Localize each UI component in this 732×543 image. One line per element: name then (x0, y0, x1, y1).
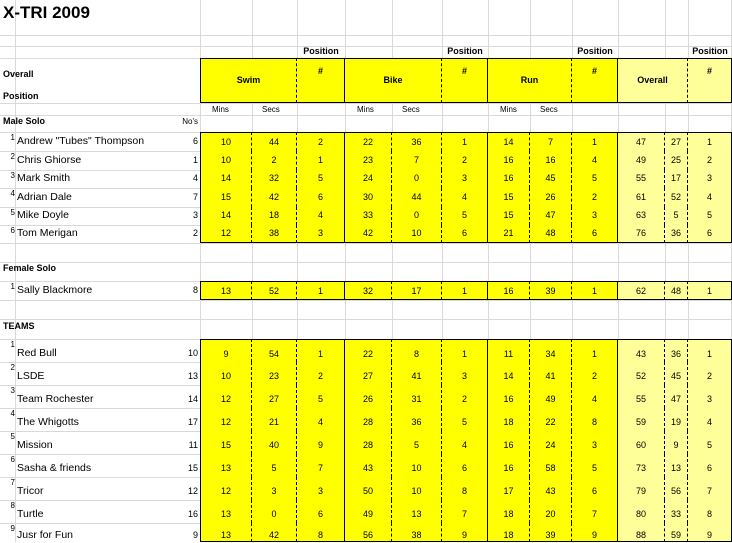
swim-secs-label: Secs (262, 105, 280, 114)
swim-mins-cell: 13 (200, 523, 252, 542)
bike-secs-cell: 36 (392, 132, 442, 151)
bike-secs-cell: 13 (392, 500, 442, 523)
bike-mins-cell: 24 (345, 170, 392, 188)
header-swim: Swim (200, 58, 297, 103)
run-mins-cell: 11 (488, 339, 530, 362)
overall-mins-cell: 43 (618, 339, 665, 362)
overall-secs-cell: 36 (665, 339, 688, 362)
overall-position-cell: 5 (688, 431, 732, 454)
grid-line (0, 262, 732, 263)
run-mins-cell: 18 (488, 523, 530, 542)
race-number: 2 (192, 228, 198, 238)
bike-position-cell: 2 (442, 151, 488, 170)
swim-secs-cell: 52 (252, 281, 297, 300)
overall-position-cell: 1 (688, 132, 732, 151)
participant-name: Sasha & friends (17, 462, 92, 474)
grid-line (0, 300, 732, 301)
participant-name: Mark Smith (17, 172, 71, 184)
run-secs-cell: 7 (530, 132, 572, 151)
run-secs-cell: 48 (530, 225, 572, 243)
overall-position-cell: 6 (688, 225, 732, 243)
overall-mins-cell: 60 (618, 431, 665, 454)
run-secs-cell: 22 (530, 408, 572, 431)
swim-position-cell: 6 (297, 500, 345, 523)
run-position-cell: 1 (572, 339, 618, 362)
position-label-overall: Position (692, 46, 728, 56)
participant-name: Adrian Dale (17, 191, 72, 203)
rank-number: 5 (10, 432, 15, 441)
bike-secs-cell: 31 (392, 385, 442, 408)
rank-number: 5 (10, 208, 15, 217)
swim-mins-cell: 13 (200, 454, 252, 477)
swim-position-cell: 9 (297, 431, 345, 454)
bike-secs-cell: 10 (392, 477, 442, 500)
grid-line (0, 35, 732, 36)
swim-secs-cell: 21 (252, 408, 297, 431)
header-overall-position: # (688, 58, 732, 103)
rank-number: 1 (10, 282, 15, 291)
swim-secs-cell: 27 (252, 385, 297, 408)
participant-name: Chris Ghiorse (17, 154, 82, 166)
participant-name: Jusr for Fun (17, 529, 74, 541)
race-number: 1 (192, 155, 198, 165)
swim-secs-cell: 42 (252, 523, 297, 542)
run-mins-label: Mins (500, 105, 517, 114)
run-position-cell: 1 (572, 132, 618, 151)
swim-secs-cell: 42 (252, 188, 297, 207)
bike-mins-cell: 43 (345, 454, 392, 477)
swim-position-cell: 6 (297, 188, 345, 207)
race-number: 14 (187, 394, 198, 404)
participant-name: Sally Blackmore (17, 284, 93, 296)
bike-mins-cell: 32 (345, 281, 392, 300)
swim-mins-cell: 10 (200, 132, 252, 151)
overall-mins-cell: 73 (618, 454, 665, 477)
overall-secs-cell: 13 (665, 454, 688, 477)
bike-secs-cell: 36 (392, 408, 442, 431)
participant-name: Tricor (17, 485, 44, 497)
rank-number: 6 (10, 226, 15, 235)
race-number: 15 (187, 463, 198, 473)
swim-secs-cell: 40 (252, 431, 297, 454)
overall-mins-cell: 55 (618, 385, 665, 408)
run-mins-cell: 16 (488, 151, 530, 170)
overall-mins-cell: 52 (618, 362, 665, 385)
run-secs-cell: 41 (530, 362, 572, 385)
rank-number: 9 (10, 524, 15, 533)
swim-mins-cell: 12 (200, 408, 252, 431)
run-position-cell: 4 (572, 385, 618, 408)
run-position-cell: 5 (572, 454, 618, 477)
bike-position-cell: 2 (442, 385, 488, 408)
race-number: 9 (192, 530, 198, 540)
swim-mins-cell: 12 (200, 385, 252, 408)
bike-secs-cell: 0 (392, 207, 442, 225)
section-label: TEAMS (3, 321, 35, 331)
swim-position-cell: 1 (297, 281, 345, 300)
run-mins-cell: 16 (488, 281, 530, 300)
run-mins-cell: 16 (488, 385, 530, 408)
swim-secs-cell: 3 (252, 477, 297, 500)
bike-secs-cell: 5 (392, 431, 442, 454)
race-number: 16 (187, 509, 198, 519)
bike-position-cell: 3 (442, 170, 488, 188)
race-number: 10 (187, 348, 198, 358)
overall-secs-cell: 25 (665, 151, 688, 170)
bike-position-cell: 4 (442, 431, 488, 454)
overall-position-cell: 3 (688, 170, 732, 188)
bike-position-cell: 8 (442, 477, 488, 500)
run-mins-cell: 18 (488, 500, 530, 523)
run-position-cell: 5 (572, 170, 618, 188)
overall-mins-cell: 49 (618, 151, 665, 170)
run-secs-cell: 43 (530, 477, 572, 500)
overall-secs-cell: 56 (665, 477, 688, 500)
swim-secs-cell: 38 (252, 225, 297, 243)
section-label: Female Solo (3, 263, 57, 273)
run-position-cell: 6 (572, 225, 618, 243)
overall-position-cell: 4 (688, 188, 732, 207)
race-number: 3 (192, 210, 198, 220)
swim-secs-cell: 18 (252, 207, 297, 225)
swim-secs-cell: 0 (252, 500, 297, 523)
swim-mins-cell: 15 (200, 188, 252, 207)
run-secs-cell: 16 (530, 151, 572, 170)
bike-secs-cell: 44 (392, 188, 442, 207)
run-mins-cell: 14 (488, 132, 530, 151)
run-mins-cell: 17 (488, 477, 530, 500)
run-secs-cell: 39 (530, 523, 572, 542)
position-label-swim: Position (303, 46, 339, 56)
participant-name: Mission (17, 439, 53, 451)
nos-label: No's (182, 117, 198, 126)
swim-mins-cell: 12 (200, 477, 252, 500)
race-number: 4 (192, 173, 198, 183)
race-number: 8 (192, 285, 198, 295)
run-secs-cell: 49 (530, 385, 572, 408)
swim-position-cell: 2 (297, 362, 345, 385)
swim-position-cell: 1 (297, 151, 345, 170)
overall-mins-cell: 55 (618, 170, 665, 188)
bike-position-cell: 1 (442, 339, 488, 362)
header-run: Run (488, 58, 572, 103)
run-secs-cell: 39 (530, 281, 572, 300)
bike-mins-cell: 27 (345, 362, 392, 385)
grid-line (0, 103, 732, 104)
run-secs-cell: 45 (530, 170, 572, 188)
bike-secs-cell: 8 (392, 339, 442, 362)
run-position-cell: 6 (572, 477, 618, 500)
bike-position-cell: 9 (442, 523, 488, 542)
swim-secs-cell: 23 (252, 362, 297, 385)
rank-number: 4 (10, 189, 15, 198)
participant-name: Tom Merigan (17, 227, 78, 239)
run-secs-cell: 47 (530, 207, 572, 225)
race-number: 11 (188, 440, 198, 450)
participant-name: Red Bull (17, 347, 57, 359)
overall-mins-cell: 88 (618, 523, 665, 542)
overall-label: Overall (3, 69, 34, 79)
position-label: Position (3, 91, 39, 101)
bike-position-cell: 5 (442, 408, 488, 431)
position-label-bike: Position (447, 46, 483, 56)
participant-name: Mike Doyle (17, 209, 69, 221)
swim-mins-label: Mins (212, 105, 229, 114)
header-swim-position: # (297, 58, 345, 103)
swim-mins-cell: 14 (200, 170, 252, 188)
overall-position-cell: 7 (688, 477, 732, 500)
bike-mins-cell: 50 (345, 477, 392, 500)
overall-secs-cell: 5 (665, 207, 688, 225)
swim-position-cell: 5 (297, 385, 345, 408)
swim-position-cell: 3 (297, 477, 345, 500)
rank-number: 3 (10, 386, 15, 395)
overall-position-cell: 2 (688, 362, 732, 385)
overall-secs-cell: 52 (665, 188, 688, 207)
run-secs-cell: 24 (530, 431, 572, 454)
run-position-cell: 2 (572, 362, 618, 385)
run-position-cell: 9 (572, 523, 618, 542)
overall-position-cell: 6 (688, 454, 732, 477)
swim-position-cell: 7 (297, 454, 345, 477)
grid-line (0, 46, 732, 47)
run-position-cell: 8 (572, 408, 618, 431)
swim-position-cell: 3 (297, 225, 345, 243)
swim-mins-cell: 14 (200, 207, 252, 225)
swim-position-cell: 8 (297, 523, 345, 542)
bike-position-cell: 6 (442, 454, 488, 477)
grid-line (0, 243, 732, 244)
overall-mins-cell: 62 (618, 281, 665, 300)
header-bike: Bike (345, 58, 442, 103)
overall-mins-cell: 80 (618, 500, 665, 523)
overall-secs-cell: 48 (665, 281, 688, 300)
participant-name: Andrew "Tubes" Thompson (17, 135, 145, 147)
rank-number: 6 (10, 455, 15, 464)
run-mins-cell: 16 (488, 170, 530, 188)
bike-mins-cell: 26 (345, 385, 392, 408)
run-position-cell: 3 (572, 207, 618, 225)
rank-number: 4 (10, 409, 15, 418)
overall-mins-cell: 76 (618, 225, 665, 243)
participant-name: LSDE (17, 370, 45, 382)
sheet-title: X-TRI 2009 (3, 3, 90, 22)
overall-secs-cell: 45 (665, 362, 688, 385)
overall-position-cell: 3 (688, 385, 732, 408)
run-position-cell: 1 (572, 281, 618, 300)
overall-mins-cell: 61 (618, 188, 665, 207)
overall-position-cell: 9 (688, 523, 732, 542)
header-run-position: # (572, 58, 618, 103)
run-secs-cell: 20 (530, 500, 572, 523)
header-overall: Overall (618, 58, 688, 103)
overall-position-cell: 1 (688, 281, 732, 300)
grid-line (0, 319, 732, 320)
position-label-run: Position (577, 46, 613, 56)
swim-secs-cell: 44 (252, 132, 297, 151)
overall-secs-cell: 17 (665, 170, 688, 188)
swim-mins-cell: 9 (200, 339, 252, 362)
overall-secs-cell: 59 (665, 523, 688, 542)
bike-mins-cell: 42 (345, 225, 392, 243)
bike-mins-cell: 30 (345, 188, 392, 207)
bike-secs-cell: 0 (392, 170, 442, 188)
run-position-cell: 4 (572, 151, 618, 170)
race-number: 6 (192, 136, 198, 146)
bike-secs-cell: 38 (392, 523, 442, 542)
bike-secs-cell: 17 (392, 281, 442, 300)
bike-mins-label: Mins (357, 105, 374, 114)
run-position-cell: 7 (572, 500, 618, 523)
rank-number: 1 (10, 340, 15, 349)
swim-secs-cell: 32 (252, 170, 297, 188)
bike-secs-cell: 7 (392, 151, 442, 170)
overall-position-cell: 5 (688, 207, 732, 225)
race-number: 17 (187, 417, 198, 427)
rank-number: 2 (10, 152, 15, 161)
bike-position-cell: 6 (442, 225, 488, 243)
bike-mins-cell: 22 (345, 339, 392, 362)
swim-mins-cell: 13 (200, 500, 252, 523)
bike-secs-cell: 10 (392, 454, 442, 477)
overall-secs-cell: 9 (665, 431, 688, 454)
overall-position-cell: 2 (688, 151, 732, 170)
race-number: 13 (187, 371, 198, 381)
swim-mins-cell: 12 (200, 225, 252, 243)
run-mins-cell: 15 (488, 207, 530, 225)
run-mins-cell: 16 (488, 454, 530, 477)
swim-position-cell: 4 (297, 408, 345, 431)
bike-secs-cell: 41 (392, 362, 442, 385)
bike-position-cell: 1 (442, 132, 488, 151)
run-secs-label: Secs (540, 105, 558, 114)
rank-number: 2 (10, 363, 15, 372)
bike-position-cell: 3 (442, 362, 488, 385)
header-bike-position: # (442, 58, 488, 103)
bike-position-cell: 7 (442, 500, 488, 523)
overall-secs-cell: 27 (665, 132, 688, 151)
bike-mins-cell: 49 (345, 500, 392, 523)
swim-mins-cell: 15 (200, 431, 252, 454)
overall-secs-cell: 19 (665, 408, 688, 431)
bike-mins-cell: 23 (345, 151, 392, 170)
overall-secs-cell: 33 (665, 500, 688, 523)
run-mins-cell: 18 (488, 408, 530, 431)
overall-secs-cell: 47 (665, 385, 688, 408)
bike-mins-cell: 28 (345, 431, 392, 454)
swim-mins-cell: 10 (200, 151, 252, 170)
swim-position-cell: 2 (297, 132, 345, 151)
run-position-cell: 2 (572, 188, 618, 207)
run-secs-cell: 58 (530, 454, 572, 477)
swim-position-cell: 5 (297, 170, 345, 188)
run-secs-cell: 26 (530, 188, 572, 207)
bike-position-cell: 5 (442, 207, 488, 225)
overall-mins-cell: 59 (618, 408, 665, 431)
bike-mins-cell: 22 (345, 132, 392, 151)
race-number: 7 (192, 192, 198, 202)
section-label: Male Solo (3, 116, 46, 126)
overall-position-cell: 4 (688, 408, 732, 431)
rank-number: 1 (10, 133, 15, 142)
rank-number: 7 (10, 478, 15, 487)
participant-name: Team Rochester (17, 393, 94, 405)
run-mins-cell: 21 (488, 225, 530, 243)
swim-secs-cell: 2 (252, 151, 297, 170)
run-mins-cell: 15 (488, 188, 530, 207)
overall-mins-cell: 79 (618, 477, 665, 500)
swim-secs-cell: 5 (252, 454, 297, 477)
participant-name: The Whigotts (17, 416, 79, 428)
swim-position-cell: 4 (297, 207, 345, 225)
run-mins-cell: 16 (488, 431, 530, 454)
overall-secs-cell: 36 (665, 225, 688, 243)
swim-position-cell: 1 (297, 339, 345, 362)
run-secs-cell: 34 (530, 339, 572, 362)
bike-secs-label: Secs (402, 105, 420, 114)
run-mins-cell: 14 (488, 362, 530, 385)
bike-secs-cell: 10 (392, 225, 442, 243)
overall-mins-cell: 47 (618, 132, 665, 151)
rank-number: 3 (10, 171, 15, 180)
bike-position-cell: 1 (442, 281, 488, 300)
overall-position-cell: 1 (688, 339, 732, 362)
bike-mins-cell: 28 (345, 408, 392, 431)
swim-mins-cell: 13 (200, 281, 252, 300)
bike-mins-cell: 33 (345, 207, 392, 225)
swim-mins-cell: 10 (200, 362, 252, 385)
overall-mins-cell: 63 (618, 207, 665, 225)
race-number: 12 (187, 486, 198, 496)
bike-position-cell: 4 (442, 188, 488, 207)
rank-number: 8 (10, 501, 15, 510)
bike-mins-cell: 56 (345, 523, 392, 542)
swim-secs-cell: 54 (252, 339, 297, 362)
run-position-cell: 3 (572, 431, 618, 454)
overall-position-cell: 8 (688, 500, 732, 523)
participant-name: Turtle (17, 508, 44, 520)
